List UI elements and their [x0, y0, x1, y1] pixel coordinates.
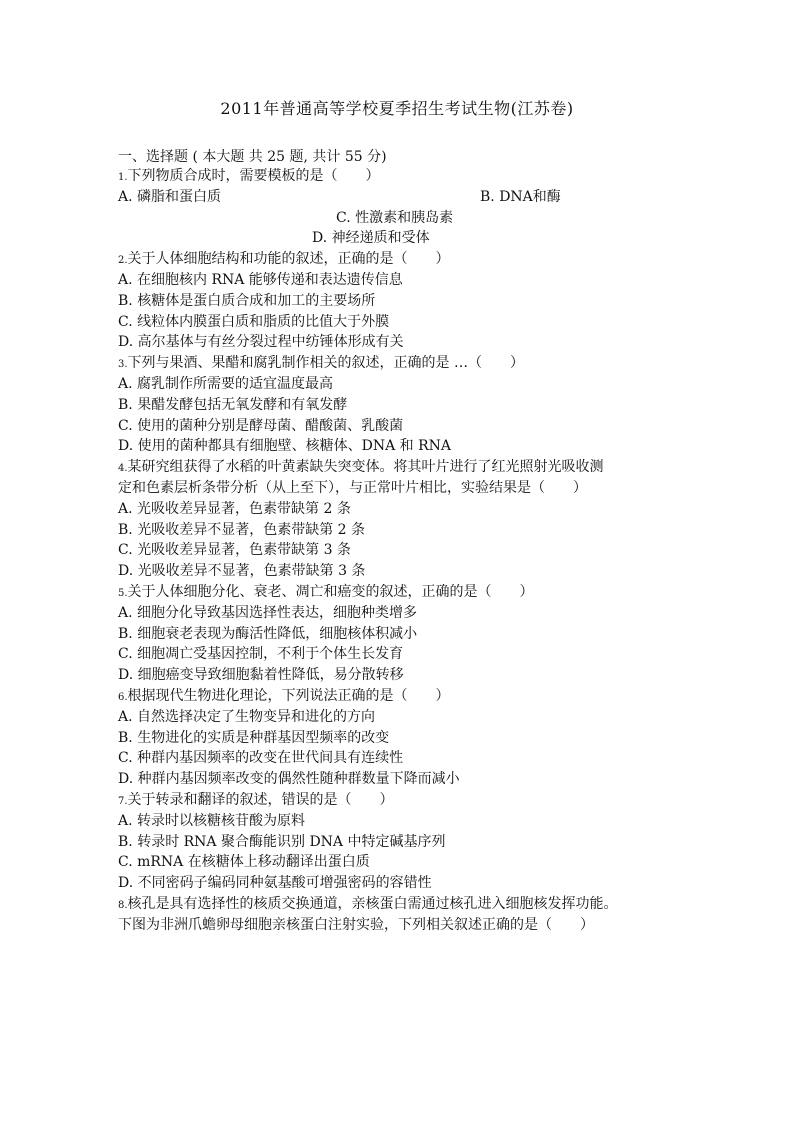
option-c: C. 种群内基因频率的改变在世代间具有连续性: [118, 750, 404, 767]
option-a: A. 自然选择决定了生物变异和进化的方向: [118, 708, 376, 725]
option-b: B. 细胞衰老表现为酶活性降低，细胞核体积减小: [118, 625, 418, 642]
question-number: 5.: [118, 587, 128, 599]
question-stem: 6.根据现代生物进化理论，下列说法正确的是（ ）: [118, 687, 450, 704]
option-d: D. 使用的菌种都具有细胞壁、核糖体、DNA 和 RNA: [118, 438, 452, 455]
question-stem: 4.某研究组获得了水稻的叶黄素缺失突变体。将其叶片进行了红光照射光吸收测: [118, 459, 604, 476]
option-c: C. 光吸收差异显著，色素带缺第 3 条: [118, 542, 351, 559]
option-a: A. 细胞分化导致基因选择性表达，细胞种类增多: [118, 604, 418, 621]
option-d: D. 神经递质和受体: [312, 230, 430, 247]
question-stem: 2.关于人体细胞结构和功能的叙述，正确的是（ ）: [118, 251, 450, 268]
option-d: D. 高尔基体与有丝分裂过程中纺锤体形成有关: [118, 334, 404, 351]
option-c: C. 使用的菌种分别是酵母菌、醋酸菌、乳酸菌: [118, 417, 404, 434]
option-a: A. 磷脂和蛋白质: [118, 188, 222, 205]
question-number: 1.: [118, 172, 128, 183]
question-stem: 1.下列物质合成时，需要模板的是（ ）: [118, 168, 380, 184]
question-stem: 5.关于人体细胞分化、衰老、凋亡和癌变的叙述，正确的是（ ）: [118, 583, 534, 600]
option-c: C. 线粒体内膜蛋白质和脂质的比值大于外膜: [118, 313, 390, 330]
option-a: A. 在细胞核内 RNA 能够传递和表达遗传信息: [118, 271, 403, 288]
question-stem: 8.核孔是具有选择性的核质交换通道，亲核蛋白需通过核孔进入细胞核发挥功能。: [118, 895, 618, 912]
option-c: C. 细胞凋亡受基因控制，不利于个体生长发育: [118, 646, 404, 663]
option-c: C. mRNA 在核糖体上移动翻译出蛋白质: [118, 854, 370, 871]
option-b: B. 转录时 RNA 聚合酶能识别 DNA 中特定碱基序列: [118, 833, 446, 850]
question-stem: 3.下列与果酒、果醋和腐乳制作相关的叙述，正确的是 …（ ）: [118, 355, 524, 372]
option-a: A. 光吸收差异显著，色素带缺第 2 条: [118, 500, 351, 517]
option-d: D. 不同密码子编码同种氨基酸可增强密码的容错性: [118, 875, 432, 892]
question-number: 2.: [118, 255, 128, 267]
question-number: 3.: [118, 359, 128, 371]
option-a: A. 腐乳制作所需要的适宜温度最高: [118, 375, 334, 392]
question-number: 7.: [118, 795, 128, 807]
section-heading: 一、选择题 ( 本大题 共 25 题, 共计 55 分): [118, 149, 387, 165]
option-d: D. 光吸收差异不显著，色素带缺第 3 条: [118, 563, 366, 580]
option-b: B. 生物进化的实质是种群基因型频率的改变: [118, 729, 390, 746]
question-number: 4.: [118, 463, 128, 475]
question-stem: 7.关于转录和翻译的叙述，错误的是（ ）: [118, 791, 394, 808]
option-b: B. DNA和酶: [480, 188, 561, 205]
question-stem-continued: 下图为非洲爪蟾卵母细胞亲核蛋白注射实验，下列相关叙述正确的是（ ）: [118, 916, 594, 933]
option-row: [118, 187, 718, 208]
option-d: D. 细胞癌变导致细胞黏着性降低，易分散转移: [118, 667, 404, 684]
option-b: B. 果醋发酵包括无氧发酵和有氧发酵: [118, 396, 348, 413]
question-number: 6.: [118, 691, 128, 703]
option-d: D. 种群内基因频率改变的偶然性随种群数量下降而减小: [118, 771, 460, 788]
question-list: [118, 166, 718, 935]
question-stem-continued: 定和色素层析条带分析（从上至下），与正常叶片相比，实验结果是（ ）: [118, 479, 587, 496]
question-number: 8.: [118, 899, 128, 911]
option-b: B. 光吸收差异不显著，色素带缺第 2 条: [118, 521, 365, 538]
option-b: B. 核糖体是蛋白质合成和加工的主要场所: [118, 292, 376, 309]
option-c: C. 性激素和胰岛素: [336, 209, 454, 226]
page-title: 2011年普通高等学校夏季招生考试生物(江苏卷): [220, 99, 574, 118]
option-a: A. 转录时以核糖核苷酸为原料: [118, 812, 306, 829]
